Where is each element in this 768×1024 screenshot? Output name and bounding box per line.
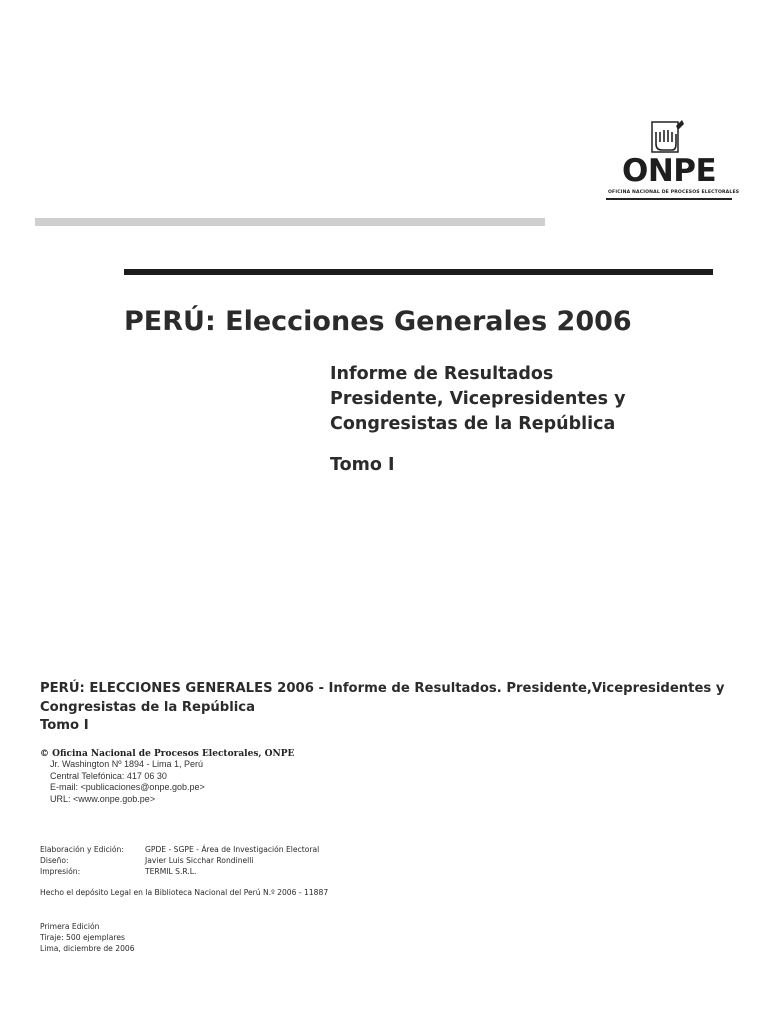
credit-label: Diseño: bbox=[40, 856, 69, 865]
subtitle-line: Presidente, Vicepresidentes y bbox=[330, 389, 626, 409]
address-line: E-mail: <publicaciones@onpe.gob.pe> bbox=[50, 782, 205, 792]
subtitle-line: Informe de Resultados bbox=[330, 364, 554, 384]
credit-label: Impresión: bbox=[40, 867, 81, 876]
credit-row bbox=[40, 855, 319, 866]
credit-value: TERMIL S.R.L. bbox=[145, 867, 197, 876]
publisher-name: © Oficina Nacional de Procesos Electorales, ONPE bbox=[40, 749, 295, 759]
legal-deposit: Hecho el depósito Legal en la Biblioteca Nacional del Perú N.º 2006 - 11887 bbox=[40, 888, 329, 897]
credit-label: Elaboración y Edición: bbox=[40, 845, 124, 854]
colophon bbox=[40, 680, 730, 736]
edition-line: Lima, diciembre de 2006 bbox=[40, 944, 135, 953]
credit-row bbox=[40, 866, 319, 877]
gray-divider-bar bbox=[35, 218, 545, 226]
address-line: Jr. Washington Nº 1894 - Lima 1, Perú bbox=[50, 759, 204, 769]
logo-wordmark: ONPE bbox=[622, 153, 717, 189]
logo-tagline: OFICINA NACIONAL DE PROCESOS ELECTORALES bbox=[608, 190, 740, 195]
credit-value: Javier Luis Sicchar Rondinelli bbox=[145, 856, 254, 865]
logo-underline bbox=[606, 198, 732, 200]
colophon-heading-line: Congresistas de la República bbox=[40, 699, 255, 715]
subtitle-line: Congresistas de la República bbox=[330, 414, 616, 434]
edition-block bbox=[40, 921, 135, 954]
document-title: PERÚ: Elecciones Generales 2006 bbox=[124, 306, 632, 337]
hand-ballot-icon bbox=[646, 120, 690, 156]
publisher-address bbox=[40, 759, 440, 805]
edition-line: Tiraje: 500 ejemplares bbox=[40, 933, 125, 942]
credit-value: GPDE - SGPE - Área de Investigación Electoral bbox=[145, 845, 320, 854]
onpe-logo bbox=[606, 118, 740, 204]
document-subtitle bbox=[330, 362, 710, 437]
black-divider-bar bbox=[124, 269, 713, 275]
address-line: URL: <www.onpe.gob.pe> bbox=[50, 793, 156, 804]
colophon-heading-line: PERÚ: ELECCIONES GENERALES 2006 - Informe de Resultados. Presidente,Vicepresidentes y bbox=[40, 681, 725, 696]
publisher-block bbox=[40, 749, 440, 805]
credit-row bbox=[40, 844, 319, 855]
address-line: Central Telefónica: 417 06 30 bbox=[50, 770, 167, 781]
colophon-heading bbox=[40, 680, 730, 736]
volume-label: Tomo I bbox=[330, 455, 395, 475]
colophon-heading-line: Tomo I bbox=[40, 718, 89, 733]
edition-line: Primera Edición bbox=[40, 922, 100, 931]
credits-block bbox=[40, 844, 319, 877]
